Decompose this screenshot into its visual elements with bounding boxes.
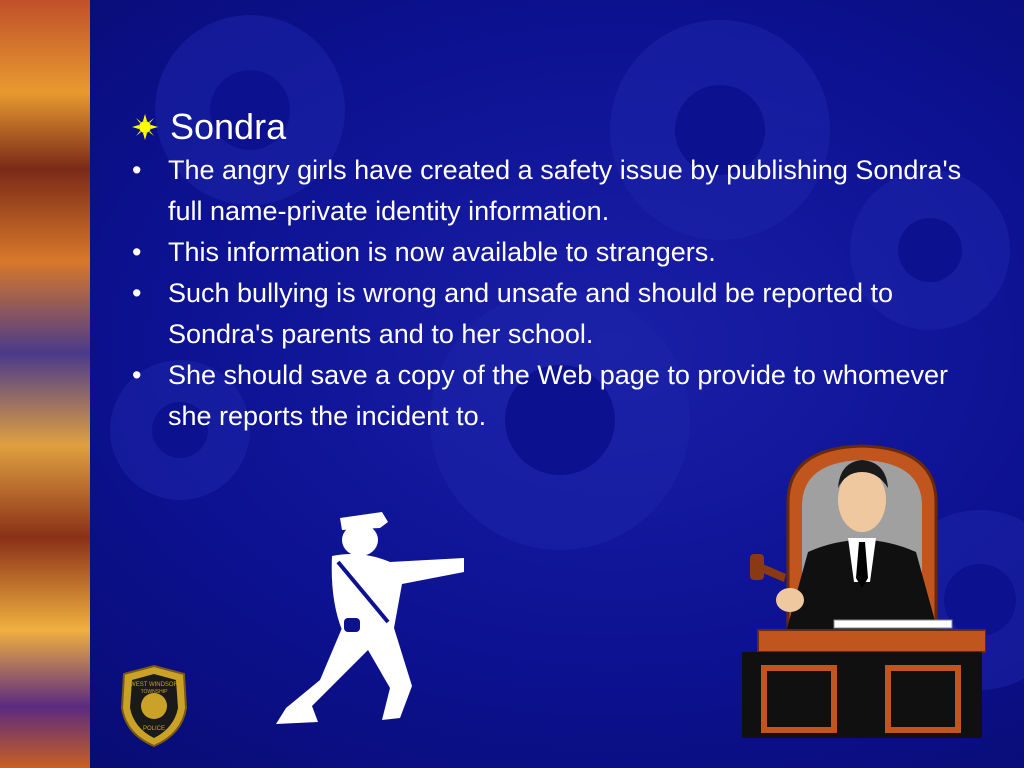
sun-bullet-icon [132, 114, 158, 140]
bullet-text: She should save a copy of the Web page to provide to whomever she reports the incident to. [168, 360, 948, 431]
slide-title: Sondra [170, 106, 287, 147]
list-item [128, 355, 968, 437]
list-item [128, 232, 968, 273]
heading-row [128, 104, 968, 150]
bullet-dot: • [132, 237, 142, 267]
list-item [128, 273, 968, 355]
badge-bottom-text: POLICE [142, 726, 166, 732]
badge-mid-text: TOWNSHIP [140, 689, 168, 695]
judge-illustration [738, 442, 986, 738]
bullet-text: Such bullying is wrong and unsafe and should be reported to Sondra's parents and to her school. [168, 278, 893, 349]
badge-top-text: WEST WINDSOR [130, 682, 178, 688]
list-item [128, 150, 968, 232]
bullet-list [128, 150, 968, 437]
bullet-text: The angry girls have created a safety issue by publishing Sondra's full name-private identity information. [168, 155, 962, 226]
bullet-text: This information is now available to strangers. [168, 237, 716, 267]
bullet-dot: • [132, 278, 142, 308]
slide-content [128, 104, 968, 437]
bullet-dot: • [132, 360, 142, 390]
police-badge [118, 664, 190, 748]
police-officer-figure [272, 510, 472, 728]
bullet-dot: • [132, 155, 142, 185]
